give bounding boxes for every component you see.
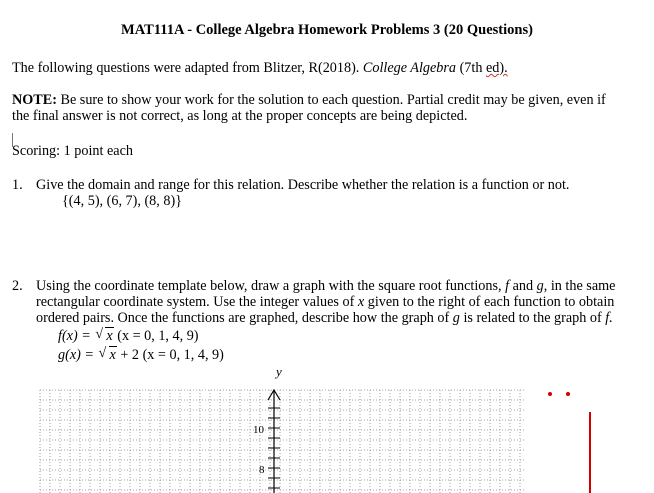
q2-f-symbol-2: f.: [605, 310, 613, 326]
intro-year: (2018).: [317, 60, 360, 76]
q2-line-1-text: Using the coordinate template below, draw a graph with the square root functions,: [36, 278, 506, 294]
q2-f-symbol: f: [505, 278, 510, 294]
formula-g-rhs: + 2 (x = 0, 1, 4, 9): [116, 347, 224, 363]
sqrt-symbol: [96, 328, 113, 345]
tick-label-10: 10: [253, 424, 264, 436]
scoring-text: Scoring: 1 point each: [12, 143, 133, 159]
q2-line-3-text: ordered pairs. Once the functions are graphed, describe how the graph of: [36, 310, 453, 326]
page-title: MAT111A - College Algebra Homework Problems 3 (20 Questions): [121, 22, 533, 38]
intro-text: The following questions were adapted from Blitzer, R: [12, 60, 318, 76]
q1-text: Give the domain and range for this relation. Describe whether the relation is a function or not.: [36, 177, 570, 193]
q2-line-3-mid: is related to the graph of: [459, 310, 606, 326]
y-axis-label: y: [276, 364, 282, 379]
note-text-1: Be sure to show your work for the solution to each question. Partial credit may be given, even if: [56, 92, 606, 108]
q2-number: 2.: [12, 278, 23, 294]
intro-edition: (7th: [459, 60, 486, 76]
note-label: NOTE:: [12, 92, 57, 108]
formula-g-lhs: g(x) =: [58, 347, 98, 363]
coordinate-grid: [0, 360, 654, 493]
formula-f-radicand: x: [106, 328, 113, 344]
q2-line-1: [36, 278, 615, 294]
q1-relation-set: {(4, 5), (6, 7), (8, 8)}: [62, 193, 182, 209]
red-annotation-dot: [548, 392, 552, 396]
intro-line: [12, 60, 508, 76]
q2-g-symbol: g: [536, 278, 544, 294]
note-line-2: the final answer is not correct, as long at the proper concepts are being depicted.: [12, 108, 468, 124]
formula-f: [58, 328, 199, 345]
q2-line-3: [36, 310, 613, 326]
intro-book-title: College Algebra: [362, 60, 457, 76]
q2-line-2-text: rectangular coordinate system. Use the integer values of: [36, 294, 358, 310]
formula-g-radicand: x: [109, 347, 116, 363]
q2-line-2-end: given to the right of each function to obtain: [364, 294, 615, 310]
q2-line-2: [36, 294, 614, 310]
red-annotation-line: [589, 412, 591, 493]
q2-line-1-end: , in the same: [543, 278, 616, 294]
tick-label-8: 8: [259, 464, 265, 476]
intro-edition-spellcheck: ed).: [485, 60, 508, 76]
q2-x-symbol: x: [357, 294, 365, 310]
formula-f-lhs: f(x) =: [58, 328, 95, 344]
q2-g-symbol-2: g: [452, 310, 460, 326]
red-annotation-dot: [566, 392, 570, 396]
q1-number: 1.: [12, 177, 23, 193]
note-line-1: [12, 92, 606, 108]
q2-and: and: [509, 278, 537, 294]
formula-f-rhs: (x = 0, 1, 4, 9): [113, 328, 199, 344]
